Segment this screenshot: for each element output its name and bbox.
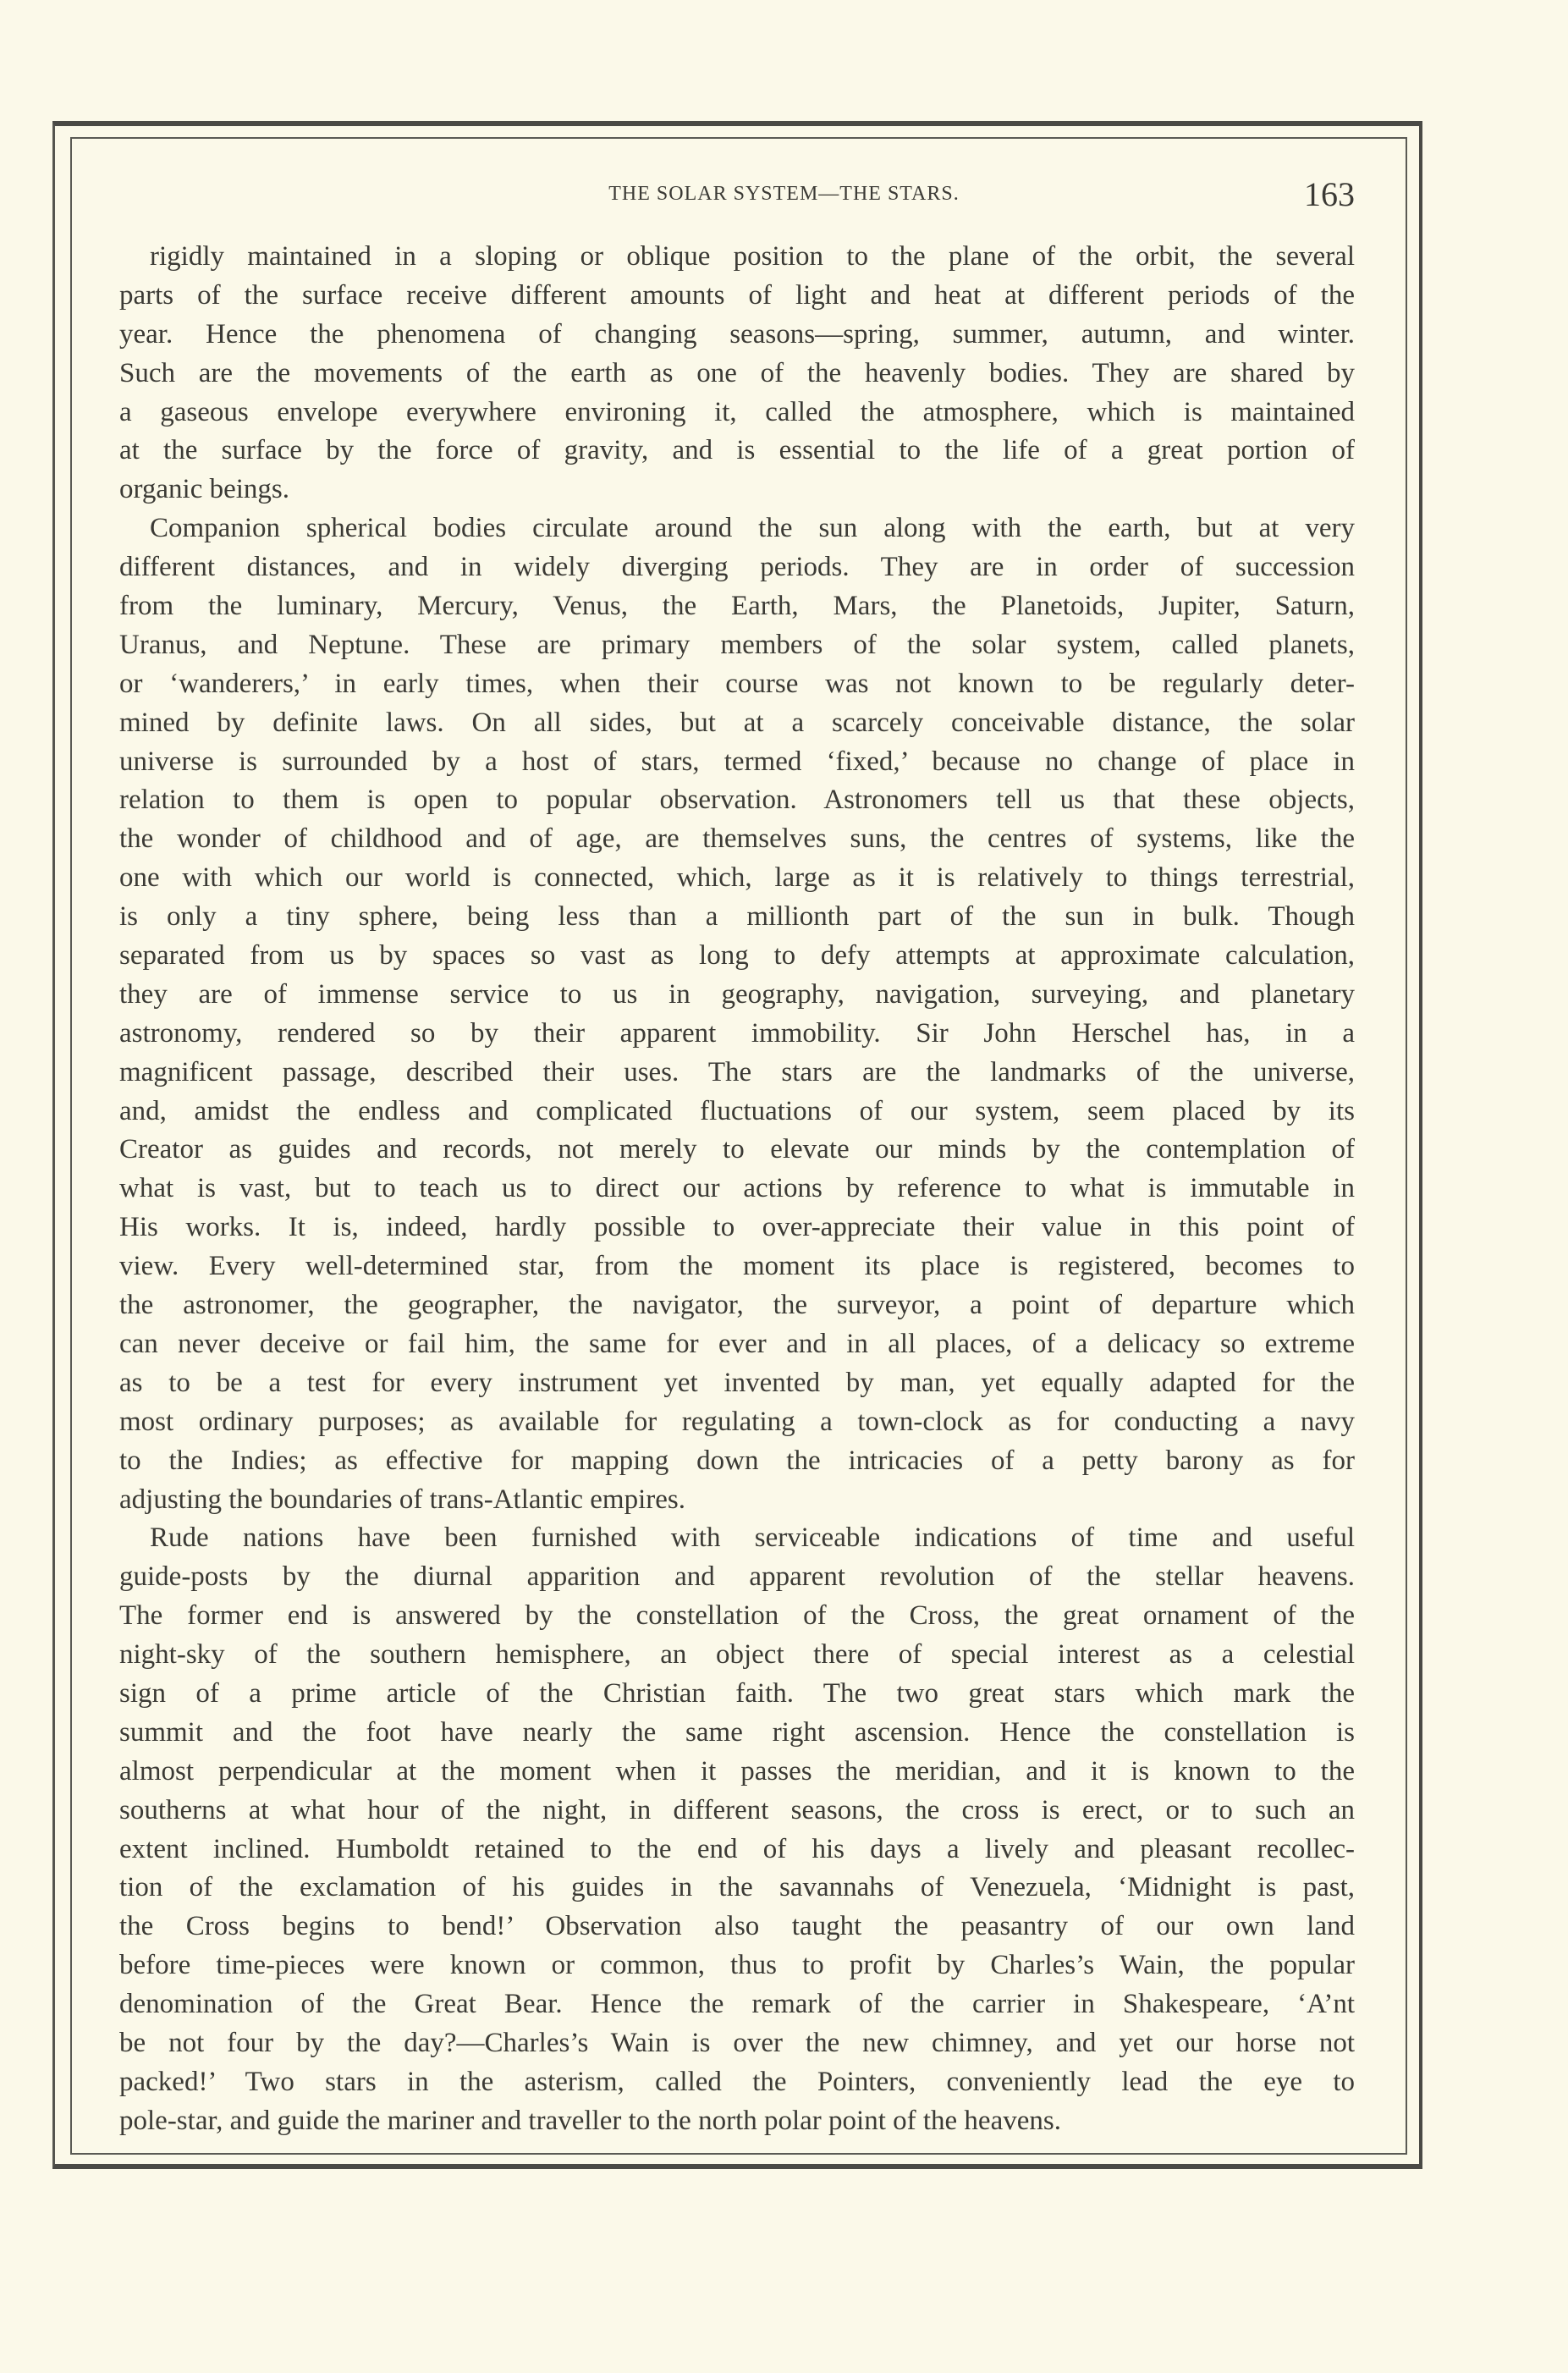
text-line: sign of a prime article of the Christian faith. The two great stars which mark the xyxy=(119,1677,1355,1709)
text-line: as to be a test for every instrument yet invented by man, yet equally adapted for the xyxy=(119,1367,1355,1398)
text-line: organic beings. xyxy=(119,474,290,505)
text-line: before time-pieces were known or common, thus to profit by Charles’s Wain, the popular xyxy=(119,1950,1355,1981)
body-text xyxy=(119,238,1355,2141)
text-line: what is vast, but to teach us to direct our actions by reference to what is immutable in xyxy=(119,1173,1355,1204)
running-title: THE SOLAR SYSTEM—THE STARS. xyxy=(608,183,960,205)
paragraph xyxy=(119,238,1355,509)
text-line: at the surface by the force of gravity, and is essential to the life of a great portion of xyxy=(119,435,1355,466)
text-line: Such are the movements of the earth as one of the heavenly bodies. They are shared by xyxy=(119,357,1355,388)
text-line: night-sky of the southern hemisphere, an object there of special interest as a celestial xyxy=(119,1639,1355,1671)
text-line: the Cross begins to bend!’ Observation also taught the peasantry of our own land xyxy=(119,1911,1355,1942)
text-line: Companion spherical bodies circulate around the sun along with the earth, but at very xyxy=(150,513,1355,544)
text-line: denomination of the Great Bear. Hence the remark of the carrier in Shakespeare, ‘A’nt xyxy=(119,1989,1355,2020)
text-line: universe is surrounded by a host of stars, termed ‘fixed,’ because no change of place in xyxy=(119,746,1355,777)
text-line: extent inclined. Humboldt retained to the end of his days a lively and pleasant recollec- xyxy=(119,1833,1355,1864)
text-line: adjusting the boundaries of trans-Atlantic empires. xyxy=(119,1484,685,1515)
text-line: most ordinary purposes; as available for regulating a town-clock as for conducting a navy xyxy=(119,1406,1355,1437)
text-line: The former end is answered by the constellation of the Cross, the great ornament of the xyxy=(119,1600,1355,1632)
text-line: summit and the foot have nearly the same right ascension. Hence the constellation is xyxy=(119,1716,1355,1748)
text-line: rigidly maintained in a sloping or oblique position to the plane of the orbit, the several xyxy=(150,241,1355,272)
text-line: pole-star, and guide the mariner and traveller to the north polar point of the heavens. xyxy=(119,2105,1061,2136)
text-line: is only a tiny sphere, being less than a millionth part of the sun in bulk. Though xyxy=(119,901,1355,933)
text-line: His works. It is, indeed, hardly possible to over-appreciate their value in this point of xyxy=(119,1212,1355,1243)
text-line: astronomy, rendered so by their apparent immobility. Sir John Herschel has, in a xyxy=(119,1017,1355,1049)
text-line: Creator as guides and records, not merely to elevate our minds by the contemplation of xyxy=(119,1134,1355,1165)
text-line: from the luminary, Mercury, Venus, the Earth, Mars, the Planetoids, Jupiter, Saturn, xyxy=(119,591,1355,622)
text-line: almost perpendicular at the moment when it passes the meridian, and it is known to the xyxy=(119,1755,1355,1787)
text-line: to the Indies; as effective for mapping down the intricacies of a petty barony as for xyxy=(119,1445,1355,1476)
text-line: the astronomer, the geographer, the navigator, the surveyor, a point of departure which xyxy=(119,1290,1355,1321)
text-line: Rude nations have been furnished with serviceable indications of time and useful xyxy=(150,1522,1355,1554)
paragraph xyxy=(119,509,1355,1519)
text-line: view. Every well-determined star, from the moment its place is registered, becomes to xyxy=(119,1251,1355,1282)
text-line: southerns at what hour of the night, in different seasons, the cross is erect, or to such an xyxy=(119,1794,1355,1825)
text-line: they are of immense service to us in geography, navigation, surveying, and planetary xyxy=(119,978,1355,1010)
page-number: 163 xyxy=(1304,175,1355,213)
text-line: separated from us by spaces so vast as long to defy attempts at approximate calculation, xyxy=(119,940,1355,972)
text-line: the wonder of childhood and of age, are themselves suns, the centres of systems, like the xyxy=(119,823,1355,855)
text-line: tion of the exclamation of his guides in the savannahs of Venezuela, ‘Midnight is past, xyxy=(119,1872,1355,1903)
text-line: be not four by the day?—Charles’s Wain is over the new chimney, and yet our horse not xyxy=(119,2027,1355,2058)
text-line: year. Hence the phenomena of changing seasons—spring, summer, autumn, and winter. xyxy=(119,318,1355,350)
text-line: can never deceive or fail him, the same for ever and in all places, of a delicacy so extreme xyxy=(119,1328,1355,1359)
text-line: magnificent passage, described their uses. The stars are the landmarks of the universe, xyxy=(119,1056,1355,1087)
text-line: Uranus, and Neptune. These are primary members of the solar system, called planets, xyxy=(119,629,1355,660)
paragraph xyxy=(119,1519,1355,2140)
text-line: a gaseous envelope everywhere environing it, called the atmosphere, which is maintained xyxy=(119,396,1355,427)
text-line: different distances, and in widely diverging periods. They are in order of succession xyxy=(119,552,1355,583)
text-line: mined by definite laws. On all sides, but at a scarcely conceivable distance, the solar xyxy=(119,707,1355,738)
text-line: relation to them is open to popular observation. Astronomers tell us that these objects, xyxy=(119,785,1355,816)
text-line: and, amidst the endless and complicated fluctuations of our system, seem placed by its xyxy=(119,1095,1355,1126)
text-line: or ‘wanderers,’ in early times, when their course was not known to be regularly deter- xyxy=(119,668,1355,699)
text-line: packed!’ Two stars in the asterism, called the Pointers, conveniently lead the eye to xyxy=(119,2066,1355,2097)
text-line: guide-posts by the diurnal apparition and apparent revolution of the stellar heavens. xyxy=(119,1561,1355,1593)
text-line: parts of the surface receive different amounts of light and heat at different periods of the xyxy=(119,279,1355,311)
text-line: one with which our world is connected, which, large as it is relatively to things terrestrial, xyxy=(119,862,1355,894)
